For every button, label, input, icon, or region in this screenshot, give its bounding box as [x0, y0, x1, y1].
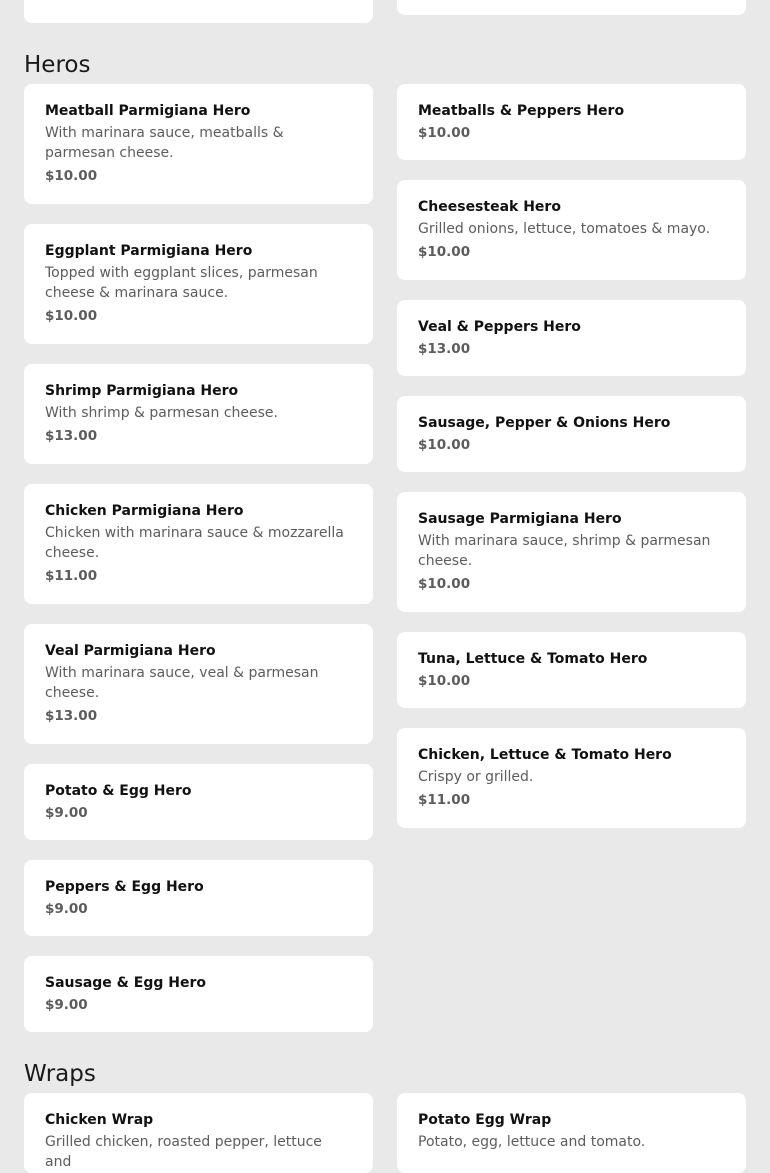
item-price: $9.00 — [45, 997, 88, 1013]
item-price: $10.00 — [418, 576, 471, 592]
section-title-heros: Heros — [24, 52, 91, 78]
item-name: Sausage, Pepper & Onions Hero — [418, 415, 671, 431]
item-price: $13.00 — [45, 708, 98, 724]
item-price: $10.00 — [418, 244, 471, 260]
item-description: With marinara sauce, veal & parmesan cheese. — [45, 665, 319, 701]
item-name: Veal & Peppers Hero — [418, 319, 581, 335]
menu-item-card[interactable] — [24, 860, 373, 936]
item-name: Chicken Wrap — [45, 1112, 154, 1128]
item-name: Tuna, Lettuce & Tomato Hero — [418, 651, 648, 667]
item-description: Potato, egg, lettuce and tomato. — [418, 1134, 646, 1150]
item-name: Chicken, Lettuce & Tomato Hero — [418, 747, 672, 763]
item-description: Grilled chicken, roasted pepper, lettuce and — [45, 1134, 322, 1170]
item-price: $10.00 — [418, 673, 471, 689]
item-name: Shrimp Parmigiana Hero — [45, 383, 239, 399]
item-price: $10.00 — [418, 437, 471, 453]
item-description: With marinara sauce, meatballs & parmesan cheese. — [45, 125, 284, 161]
menu-item-card[interactable] — [24, 0, 373, 23]
item-price: $13.00 — [45, 428, 98, 444]
menu-item-card[interactable] — [397, 728, 746, 828]
item-price: $11.00 — [45, 568, 98, 584]
item-name: Cheesesteak Hero — [418, 199, 561, 215]
menu-item-card[interactable] — [397, 300, 746, 376]
item-description: Crispy or grilled. — [418, 769, 534, 785]
item-name: Peppers & Egg Hero — [45, 879, 204, 895]
menu-item-card[interactable] — [24, 1093, 373, 1173]
item-name: Veal Parmigiana Hero — [45, 643, 216, 659]
section-title-wraps: Wraps — [24, 1061, 96, 1087]
item-description: With shrimp & parmesan cheese. — [45, 405, 278, 421]
menu-item-card[interactable] — [397, 180, 746, 280]
item-name: Meatball Parmigiana Hero — [45, 103, 251, 119]
item-price: $11.00 — [418, 792, 471, 808]
item-price: $10.00 — [418, 125, 471, 141]
item-name: Sausage & Egg Hero — [45, 975, 206, 991]
menu-item-card[interactable] — [397, 632, 746, 708]
menu-item-card[interactable] — [397, 396, 746, 472]
item-price: $13.00 — [418, 341, 471, 357]
item-price: $10.00 — [45, 308, 98, 324]
menu-item-card[interactable] — [24, 84, 373, 204]
menu-item-card[interactable] — [24, 364, 373, 464]
menu-item-card[interactable] — [24, 624, 373, 744]
item-price: $10.00 — [45, 168, 98, 184]
item-description: With marinara sauce, shrimp & parmesan cheese. — [418, 533, 711, 569]
menu-item-card[interactable] — [24, 764, 373, 840]
item-description: Grilled onions, lettuce, tomatoes & mayo. — [418, 221, 711, 237]
item-description: Chicken with marinara sauce & mozzarella cheese. — [45, 525, 344, 561]
menu-item-card[interactable] — [24, 484, 373, 604]
menu-item-card[interactable] — [397, 1093, 746, 1173]
menu-item-card[interactable] — [397, 0, 746, 15]
item-name: Sausage Parmigiana Hero — [418, 511, 622, 527]
item-name: Potato & Egg Hero — [45, 783, 192, 799]
menu-item-card[interactable] — [397, 84, 746, 160]
menu-item-card[interactable] — [397, 492, 746, 612]
menu-item-card[interactable] — [24, 956, 373, 1032]
item-price: $9.00 — [45, 901, 88, 917]
item-description: Topped with eggplant slices, parmesan cheese & marinara sauce. — [45, 265, 318, 301]
item-name: Potato Egg Wrap — [418, 1112, 552, 1128]
item-name: Chicken Parmigiana Hero — [45, 503, 244, 519]
item-name: Meatballs & Peppers Hero — [418, 103, 625, 119]
menu-item-card[interactable] — [24, 224, 373, 344]
item-name: Eggplant Parmigiana Hero — [45, 243, 253, 259]
item-price: $9.00 — [45, 805, 88, 821]
